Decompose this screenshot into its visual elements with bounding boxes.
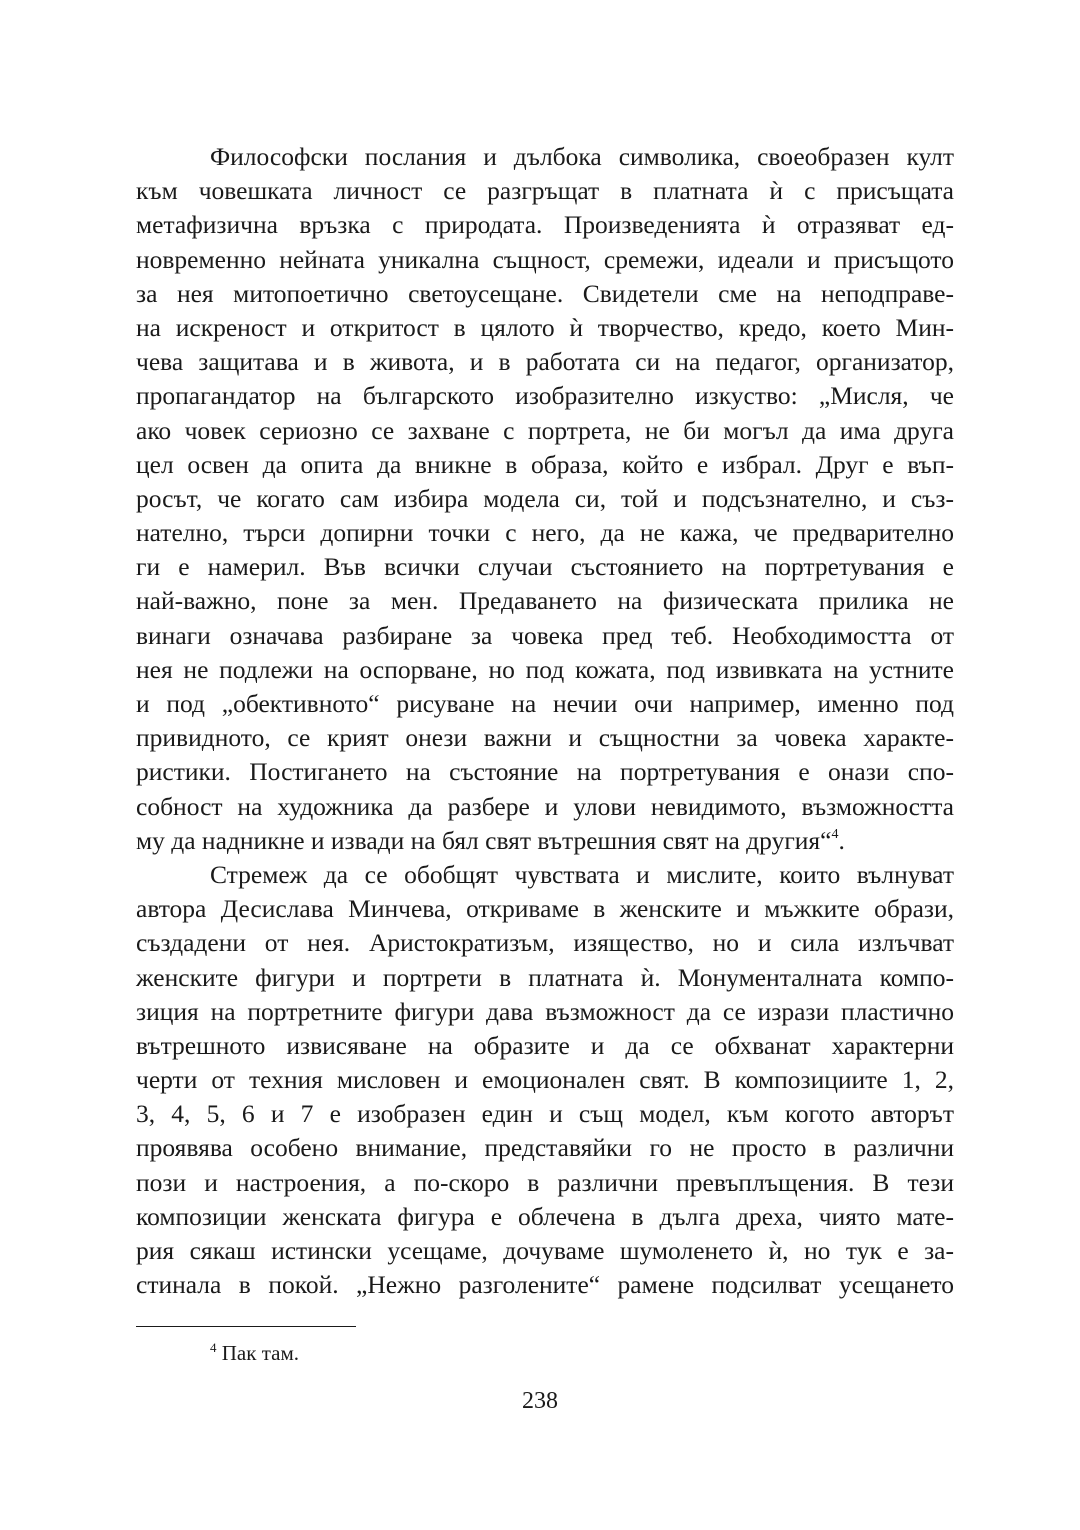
body-line: росът, че когато сам избира модела си, той и подсъзнателно, и съз- [136,483,954,513]
sentence-period: . [838,825,845,855]
body-line: винаги означава разбиране за човека пред теб. Необходимостта от [136,620,954,650]
body-line: композиции женската фигура е облечена в дълга дреха, чиято мате- [136,1201,954,1231]
body-line-text: му да надникне и извади на бял свят вътрешния свят на другия“ [136,825,832,855]
body-line: Философски послания и дълбока символика, своеобразен култ [210,142,954,171]
footnote-mark: 4 [210,1340,217,1355]
body-line: Стремеж да се обобщят чувствата и мислите, които вълнуват [210,859,954,889]
body-line: към човешката личност се разгръщат в платната ѝ с присъщата [136,176,954,206]
body-line: пропагандатор на българското изобразително изкуство: „Мисля, че [136,381,954,411]
body-line: черти от техния мисловен и емоционален свят. В композициите 1, 2, [136,1065,954,1095]
body-line: зиция на портретните фигури дава възможност да се изрази пластично [136,996,954,1026]
body-line: нателно, търси допирни точки с него, да не кажа, че предварително [136,518,954,548]
body-text [136,140,954,1302]
body-line: чева защитава и в живота, и в работата си на педагог, организатор, [136,347,954,377]
body-line: собност на художника да разбере и улови невидимото, възможността [136,791,954,821]
footnote-text: Пак там. [216,1341,299,1365]
body-line: метафизична връзка с природата. Произведенията ѝ отразяват ед- [136,210,954,240]
body-line: 3, 4, 5, 6 и 7 е изобразен един и същ модел, към когото авторът [136,1099,954,1129]
body-line: за нея митопоетично светоусещане. Свидетели сме на неподправе- [136,278,954,308]
body-line: стинала в покой. „Нежно разголените“ рамене подсилват усещането [136,1270,954,1300]
body-line: и под „обективното“ рисуване на нечии очи например, именно под [136,689,954,718]
body-line: новременно нейната уникална същност, сремежи, идеали и присъщото [136,244,954,274]
footnote [210,1339,299,1367]
body-line: автора Десислава Минчева, откриваме в женските и мъжките образи, [136,894,954,924]
body-line: привидното, се крият онези важни и същностни за човека характе- [136,723,954,753]
body-line: проявява особено внимание, представяйки го не просто в различни [136,1133,954,1163]
body-line: на искреност и откритост в цялото ѝ творчество, кредо, което Мин- [136,312,954,342]
body-line: ги е намерил. Във всички случаи състоянието на портретувания е [136,552,954,582]
body-line: нея не подлежи на оспорване, но под кожата, под извивката на устните [136,654,954,684]
footnote-reference[interactable]: 4 [831,826,839,842]
body-line: най-важно, поне за мен. Предаването на физическата прилика не [136,586,954,616]
body-line: рия сякаш истински усещаме, дочуваме шумоленето ѝ, но тук е за- [136,1236,954,1265]
page-number: 238 [522,1388,558,1414]
body-line: женските фигури и портрети в платната ѝ. Монументалната компо- [136,962,954,992]
body-line: създадени от нея. Аристократизъм, изящество, но и сила излъчват [136,928,954,958]
body-line: цел освен да опита да вникне в образа, който е избрал. Друг е въп- [136,449,954,479]
body-line: ако човек сериозно се захване с портрета, не би могъл да има друга [136,415,954,445]
body-line: вътрешното извисяване на образите и да се обхванат характерни [136,1030,954,1060]
body-line-quote-end [136,824,954,858]
body-line: ристики. Постигането на състояние на портретувания е онази спо- [136,757,954,787]
footnote-divider [136,1326,356,1327]
body-line: пози и настроения, а по-скоро в различни превъплъщения. В тези [136,1167,954,1197]
